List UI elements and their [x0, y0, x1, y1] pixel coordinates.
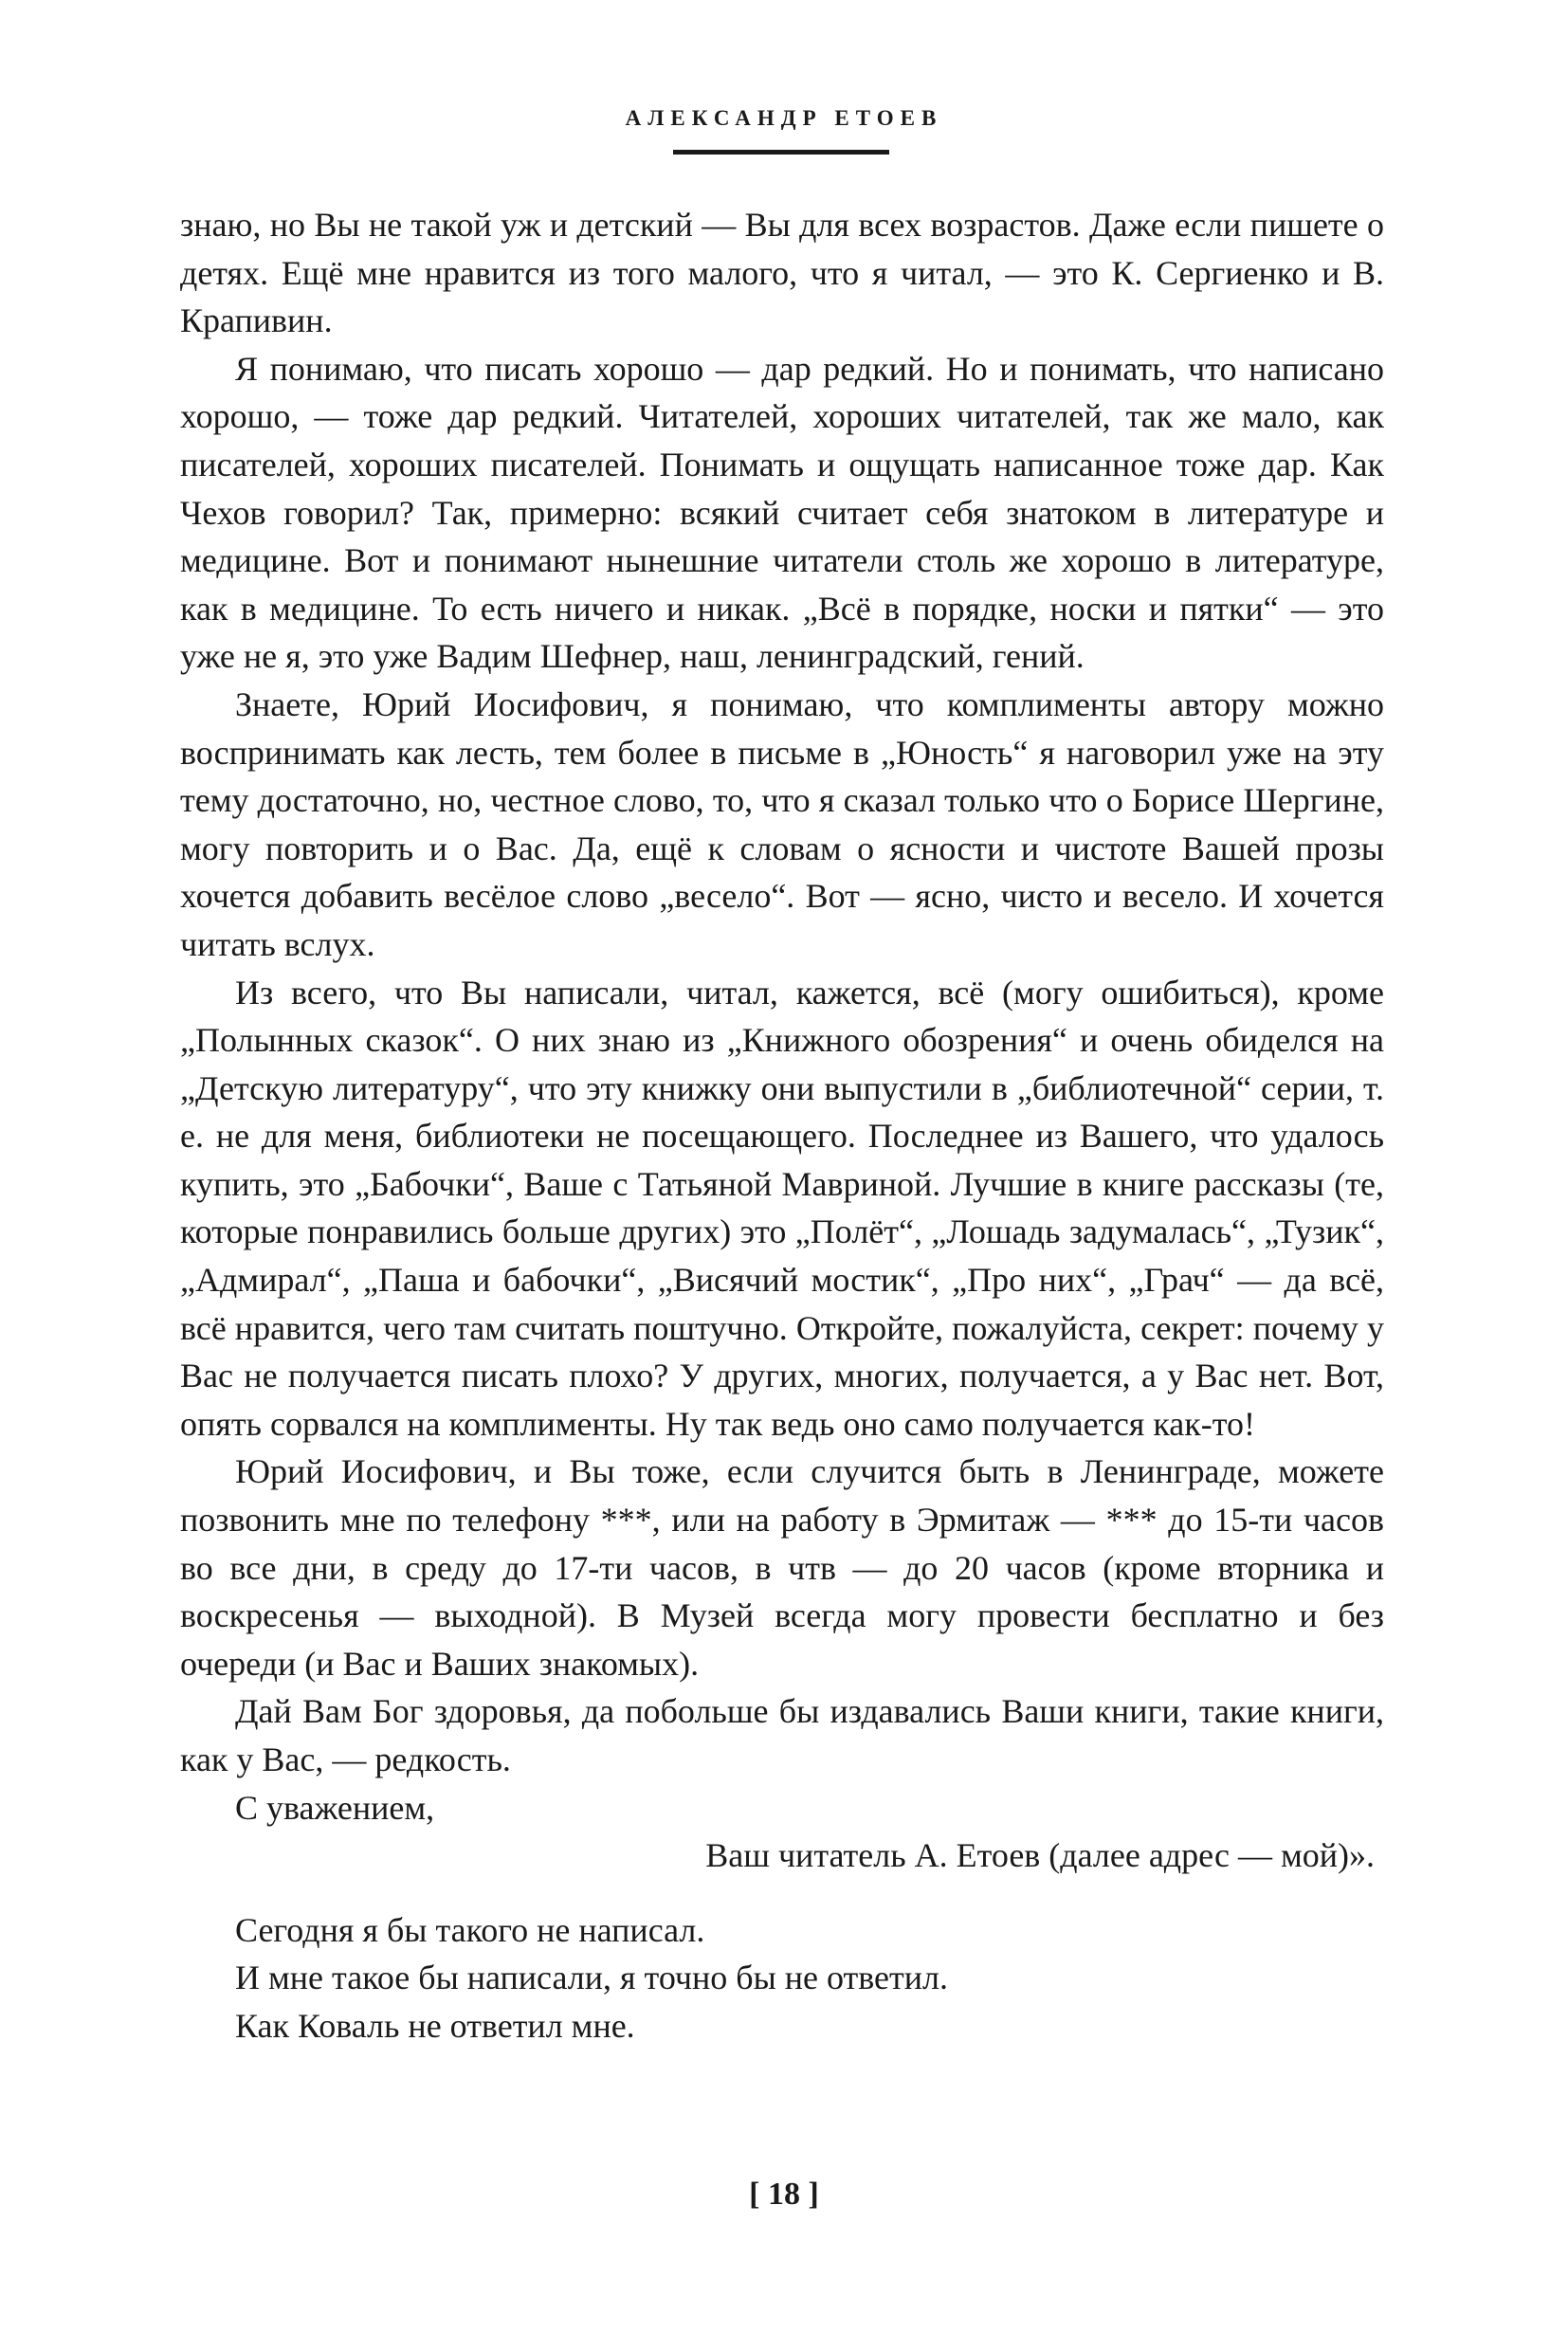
closing-line: И мне такое бы написали, я точно бы не ответил.: [235, 1959, 948, 1997]
body-text: [180, 201, 1384, 2050]
paragraph: Знаете, Юрий Иосифович, я понимаю, что комплименты автору можно воспринимать как лесть, тем более в письме в „Юность“ я наговорил уже на эту тему достаточно, но, честное слово, то, что я сказал только что о Борисе Шергине, могу повторить и о Вас. Да, ещё к словам о ясности и чистоте Вашей прозы хочется добавить весёлое слово „весело“. Вот — ясно, чисто и весело. И хочется читать вслух.: [180, 684, 1384, 963]
paragraph: Я понимаю, что писать хорошо — дар редкий. Но и понимать, что написано хорошо, — тоже дар редкий. Читателей, хороших читателей, так же мало, как писателей, хороших писателей. Понимать и ощущать написанное тоже дар. Как Чехов говорил? Так, примерно: всякий считает себя знатоком в литературе и медицине. Вот и понимают нынешние читатели столь же хорошо в литературе, как в медицине. То есть ничего и никак. „Всё в порядке, носки и пятки“ — это уже не я, это уже Вадим Шефнер, наш, ленинградский, гений.: [180, 349, 1384, 676]
letter-signature: Ваш читатель А. Етоев (далее адрес — мой)».: [705, 1836, 1375, 1875]
closing-line: Как Коваль не ответил мне.: [235, 2006, 635, 2045]
paragraph: Дай Вам Бог здоровья, да побольше бы издавались Ваши книги, такие книги, как у Вас, — редкость.: [180, 1692, 1384, 1778]
running-head: АЛЕКСАНДР ЕТОЕВ: [625, 106, 943, 130]
page-number: [ 18 ]: [749, 2177, 819, 2212]
header-rule: [673, 150, 889, 155]
closing-line: Сегодня я бы такого не написал.: [235, 1910, 705, 1949]
paragraph: Юрий Иосифович, и Вы тоже, если случится быть в Ленинграде, можете позвонить мне по телефону ***, или на работу в Эрмитаж — *** до 15-ти часов во все дни, в среду до 17-ти часов, в чтв — до 20 часов (кроме вторника и воскресенья — выходной). В Музей всегда могу провести бесплатно и без очереди (и Вас и Ваших знакомых).: [180, 1452, 1384, 1683]
paragraph: Из всего, что Вы написали, читал, кажется, всё (могу ошибиться), кроме „Полынных сказок“. О них знаю из „Книжного обозрения“ и очень обиделся на „Детскую литературу“, что эту книжку они выпустили в „библиотечной“ серии, т. е. не для меня, библиотеки не посещающего. Последнее из Вашего, что удалось купить, это „Бабочки“, Ваше с Татьяной Мавриной. Лучшие в книге рассказы (те, которые понравились больше других) это „Полёт“, „Лошадь задумалась“, „Тузик“, „Адмирал“, „Паша и бабочки“, „Висячий мостик“, „Про них“, „Грач“ — да всё, всё нравится, чего там считать поштучно. Откройте, пожалуйста, секрет: почему у Вас не получается писать плохо? У других, многих, получается, а у Вас нет. Вот, опять сорвался на комплименты. Ну так ведь оно само получается как-то!: [180, 973, 1384, 1443]
letter-salutation: С уважением,: [235, 1788, 435, 1827]
paragraph: знаю, но Вы не такой уж и детский — Вы для всех возрастов. Даже если пишете о детях. Ещё мне нравится из того малого, что я читал, — это К. Сергиенко и В. Крапивин.: [180, 206, 1384, 340]
